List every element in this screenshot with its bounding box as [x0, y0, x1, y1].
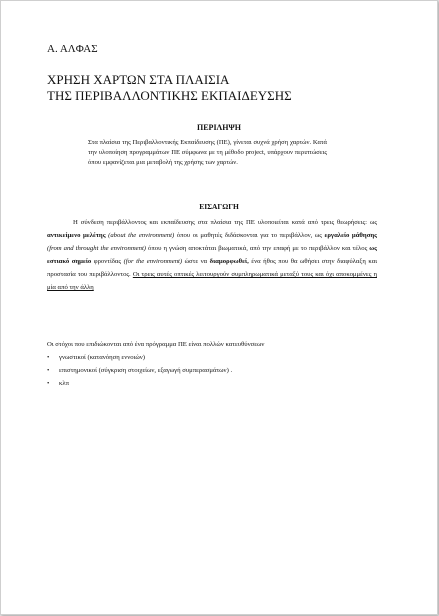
intro-body [47, 216, 377, 294]
list-item-text: επιστημονικοί (σύγκριση στοιχείων, εξαγωγή συμπερασμάτων) . [59, 367, 233, 374]
bullet-icon: • [47, 354, 50, 361]
goals-list [47, 351, 377, 390]
bullet-icon: • [47, 367, 50, 374]
list-item-text: κλπ [59, 380, 69, 387]
abstract-text-start: Στα πλαίσια της Περιβαλλοντικής Εκπαίδευσης (ΠΕ), γίνεται [88, 139, 252, 146]
title-line-2: ΤΗΣ ΠΕΡΙΒΑΛΛΟΝΤΙΚΗΣ ΕΚΠΑΙΔΕΥΣΗΣ [47, 88, 292, 103]
intro-bold-term: ως εστιακό σημείο [47, 245, 377, 265]
list-item [47, 377, 377, 390]
intro-italic-term: (from and throught the environment) [47, 245, 147, 252]
intro-italic-term: (about the environment) [105, 232, 175, 239]
title-line-1: ΧΡΗΣΗ ΧΑΡΤΩΝ ΣΤΑ ΠΛΑΙΣΙΑ [47, 72, 230, 87]
intro-underlined-text: Οι τρεις αυτές οπτικές λειτουργούν συμπληρωματικά μεταξύ τους και όχι αποκομμένες η μία από την άλλη [47, 271, 377, 291]
paper-title [47, 72, 407, 104]
author-name: Α. ΑΛΦΑΣ [47, 43, 98, 55]
bullet-icon: • [47, 380, 50, 387]
intro-heading: ΕΙΣΑΓΩΓΗ [199, 202, 239, 211]
intro-paragraph [47, 216, 377, 294]
intro-text: φροντίδας [91, 258, 124, 265]
intro-text: ένα ήθος που θα ωθήσει στην διαφύλαξη και προστασία του περιβάλλοντος. [47, 258, 378, 278]
goals-lead: Οι στόχοι που επιδιώκονται από ένα πρόγραμμα ΠΕ είναι πολλών κατευθύνσεων [47, 341, 265, 348]
goals-section [47, 338, 377, 390]
list-item-text: γνωστικοί (κατανόηση εννοιών) [59, 354, 146, 361]
abstract-text [88, 138, 327, 168]
list-item [47, 364, 377, 377]
list-item [47, 351, 377, 364]
intro-text: όπου οι μαθητές διδάσκονται για το περιβάλλον, ως [174, 232, 325, 239]
abstract-heading: ΠΕΡΙΛΗΨΗ [197, 123, 241, 132]
abstract-text-rest: συχνά χρήση χαρτών. Κατά την υλοποίηση προγραμμάτων ΠΕ σύμφωνα με τη μέθοδο project, υπάρχουν περιπτώσεις όπου εμφανίζεται μια μεταβολή της χρήσης των χαρτών. [88, 139, 327, 166]
intro-italic-term: (for the environment) [123, 258, 183, 265]
intro-bold-term: αντικείμενο μελέτης [47, 232, 106, 239]
intro-bold-term: διαμορφωθεί, [209, 258, 249, 265]
intro-text: όπου η γνώση αποκτάται βιωματικά, από την επαφή με το περιβάλλον και τέλος [146, 245, 370, 252]
intro-bold-term: εργαλείο μάθησης [324, 232, 377, 239]
intro-text: ώστε να [182, 258, 210, 265]
intro-text: Η σύνδεση περιβάλλοντος και εκπαίδευσης στα πλαίσια της ΠΕ υλοποιείται κατά από τρεις θεωρήσεις: ως [73, 219, 377, 226]
